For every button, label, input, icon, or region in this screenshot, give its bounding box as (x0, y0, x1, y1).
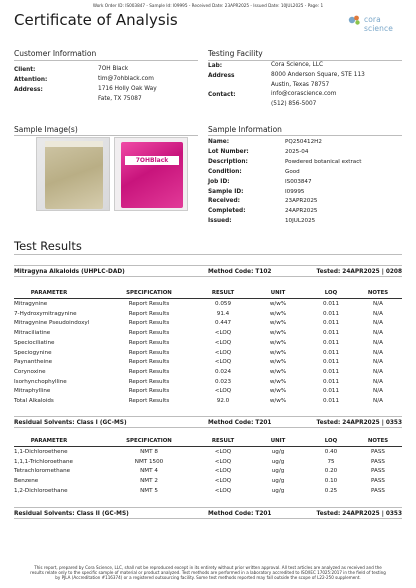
table-cell: 0.40 (324, 449, 338, 455)
table-cell: 92.0 (216, 398, 230, 404)
table-cell: <LOQ (214, 388, 232, 395)
bag-back-image (121, 142, 183, 208)
table-cell: 0.011 (322, 310, 339, 317)
table-cell: 0.011 (322, 301, 339, 307)
table-cell: Speciogynine (14, 349, 52, 356)
table-cell: Report Results (128, 301, 170, 307)
images-divider (14, 135, 198, 136)
table-cell: <LOQ (214, 487, 232, 494)
footer-line-2: results relate only to the specific sample of material or product analyzed. Test methods are performed in a laboratory accredited to ISO/IEC 17025:2017 in the field of testing (30, 570, 386, 576)
sample-field-value: IS003847 (285, 178, 312, 185)
table-cell: N/A (373, 310, 383, 317)
bag-seal (45, 141, 103, 147)
alkaloids-tested: Tested: 24APR2025 | 0208 (316, 268, 402, 275)
table-cell: w/w% (269, 330, 287, 337)
alkaloids-method: Method Code: T102 (208, 268, 272, 275)
column-header: RESULT (211, 290, 235, 296)
table-cell: 0.023 (214, 378, 231, 385)
alkaloids-table (14, 290, 402, 410)
address-label: Address: (14, 87, 43, 93)
attention-value: tim@7ohblack.com (98, 76, 154, 82)
table-cell: Report Results (128, 330, 170, 337)
table-cell: Mitraciliatine (14, 330, 51, 337)
table-cell: Mitraphylline (14, 388, 51, 395)
results-divider (14, 254, 402, 255)
table-cell: 0.011 (322, 320, 339, 327)
table-cell: 1,2-Dichloroethane (14, 487, 68, 494)
table-cell: 0.20 (324, 468, 338, 475)
solvents2-band (14, 507, 402, 519)
sample-field-value: Good (285, 168, 300, 175)
table-cell: 0.25 (324, 487, 338, 494)
table-cell: 0.011 (322, 359, 339, 366)
table-cell: N/A (373, 368, 383, 375)
sample-fields (208, 139, 402, 229)
column-header: UNIT (270, 438, 286, 444)
table-cell: Isorhynchophylline (14, 378, 67, 385)
table-row (14, 340, 402, 350)
logo-text: cora science (364, 15, 393, 33)
customer-divider (14, 60, 198, 61)
facility-address-line1: 8000 Anderson Square, STE 113 (271, 72, 365, 78)
table-cell: Benzene (14, 478, 39, 485)
solvents2-title: Residual Solvents: Class II (GC-MS) (14, 510, 129, 517)
footer-line-3: by PJLA (Accreditation #116374) or a registered outsourcing facility. Some test methods reported may fall outside the scope of L22-250 supplement. (55, 575, 361, 581)
table-cell: 0.059 (214, 301, 231, 307)
bag-front-image (45, 141, 103, 209)
table-row (14, 488, 402, 498)
table-cell: 7-Hydroxymitragynine (14, 310, 77, 317)
table-cell: 0.10 (324, 478, 338, 485)
table-cell: w/w% (269, 339, 287, 346)
table-cell: 75 (327, 458, 335, 465)
table-cell: Report Results (128, 339, 170, 346)
sample-field-label: Condition: (208, 168, 242, 175)
table-row (14, 468, 402, 478)
table-cell: 0.011 (322, 398, 339, 404)
table-cell: PASS (371, 468, 385, 475)
solvents1-band (14, 416, 402, 428)
sample-field-label: Description: (208, 158, 248, 165)
table-cell: 0.011 (322, 349, 339, 356)
solvents2-method: Method Code: T201 (208, 510, 272, 517)
table-cell: N/A (373, 349, 383, 356)
table-cell: Speciociliatine (14, 339, 55, 346)
logo-mark-icon (348, 14, 362, 26)
table-row (14, 350, 402, 360)
table-row (14, 398, 402, 408)
table-cell: ug/g (271, 449, 285, 455)
company-logo (348, 14, 402, 33)
column-header: RESULT (211, 438, 235, 444)
sample-photo-back (114, 137, 188, 211)
table-row (14, 359, 402, 369)
contact-phone: (512) 856-5007 (271, 101, 317, 107)
sample-field-value: 24APR2025 (285, 208, 318, 215)
address-line1: 1716 Holly Oak Way (98, 86, 157, 92)
table-row (14, 320, 402, 330)
table-cell: PASS (371, 449, 385, 455)
facility-heading: Testing Facility (208, 49, 263, 58)
table-cell: N/A (373, 330, 383, 337)
solvents2-tested: Tested: 24APR2025 | 0353 (316, 510, 402, 517)
header-underline (14, 446, 402, 447)
table-cell: <LOQ (214, 468, 232, 475)
table-cell: Total Alkaloids (14, 398, 54, 404)
table-cell: N/A (373, 388, 383, 395)
bag-label: 7OHBlack (125, 156, 179, 165)
sample-field-label: Sample ID: (208, 188, 244, 195)
sample-info-divider (208, 135, 402, 136)
table-cell: Mitragynine (14, 301, 48, 307)
table-cell: 0.011 (322, 330, 339, 337)
table-cell: Report Results (128, 388, 170, 395)
client-value: 7OH Black (98, 66, 129, 72)
table-cell: Report Results (128, 320, 170, 327)
lab-label: Lab: (208, 63, 223, 69)
client-label: Client: (14, 67, 36, 73)
table-row (14, 301, 402, 311)
table-cell: w/w% (269, 349, 287, 356)
table-cell: w/w% (269, 359, 287, 366)
table-cell: N/A (373, 339, 383, 346)
table-cell: NMT 4 (140, 468, 158, 475)
table-row (14, 330, 402, 340)
column-header: SPECIFICATION (126, 290, 172, 296)
sample-field-label: Received: (208, 198, 240, 205)
page-title: Certificate of Analysis (14, 11, 178, 29)
column-header: PARAMETER (30, 438, 68, 444)
address-line2: Fate, TX 75087 (98, 96, 142, 102)
column-header: NOTES (367, 290, 389, 296)
table-row (14, 311, 402, 321)
facility-address-line2: Austin, Texas 78757 (271, 82, 330, 88)
contact-label: Contact: (208, 92, 236, 98)
table-cell: w/w% (269, 368, 287, 375)
table-cell: Report Results (128, 310, 170, 317)
table-cell: ug/g (271, 468, 285, 475)
table-cell: <LOQ (214, 339, 232, 346)
sample-field-value: PQ250412H2 (285, 139, 322, 145)
lab-value: Cora Science, LLC (271, 62, 324, 68)
table-cell: PASS (371, 458, 385, 465)
solvents1-method: Method Code: T201 (208, 419, 272, 426)
contact-email[interactable]: info@corascience.com (271, 91, 337, 97)
solvents1-tested: Tested: 24APR2025 | 0353 (316, 419, 402, 426)
table-cell: N/A (373, 398, 383, 404)
sample-field-label: Name: (208, 139, 230, 145)
table-cell: N/A (373, 359, 383, 366)
alkaloids-band (14, 265, 402, 277)
header-underline (14, 298, 402, 299)
column-header: LOQ (324, 438, 338, 444)
solvents1-title: Residual Solvents: Class I (GC-MS) (14, 419, 127, 426)
sample-field-value: I09995 (285, 188, 305, 195)
table-cell: 1,1-Dichloroethene (14, 449, 68, 455)
table-cell: <LOQ (214, 330, 232, 337)
sample-photo-front (36, 137, 110, 211)
table-cell: NMT 1500 (134, 458, 164, 465)
table-cell: 0.447 (214, 320, 231, 327)
table-cell: <LOQ (214, 458, 232, 465)
table-cell: PASS (371, 487, 385, 494)
table-cell: w/w% (269, 301, 287, 307)
sample-images-heading: Sample Image(s) (14, 125, 78, 134)
table-cell: ug/g (271, 487, 285, 494)
table-cell: 0.011 (322, 388, 339, 395)
table-cell: N/A (373, 301, 383, 307)
sample-field-value: 10JUL2025 (285, 218, 316, 225)
table-cell: PASS (371, 478, 385, 485)
table-cell: Report Results (128, 398, 170, 404)
column-header: SPECIFICATION (126, 438, 172, 444)
test-results-heading: Test Results (14, 239, 82, 253)
table-cell: 0.011 (322, 368, 339, 375)
table-cell: 1,1,1-Trichloroethane (14, 458, 73, 465)
table-cell: NMT 8 (140, 449, 158, 455)
table-cell: Corynoxine (14, 368, 46, 375)
table-cell: Report Results (128, 378, 170, 385)
table-cell: ug/g (271, 458, 285, 465)
table-cell: <LOQ (214, 478, 232, 485)
customer-heading: Customer Information (14, 49, 97, 58)
table-cell: N/A (373, 320, 383, 327)
table-cell: Paynantheine (14, 359, 53, 366)
sample-field-value: 23APR2025 (285, 198, 318, 205)
footer-disclaimer (20, 565, 396, 581)
sample-field-label: Job ID: (208, 178, 230, 185)
sample-field-value: 2025-04 (285, 148, 309, 155)
table-cell: 0.011 (322, 339, 339, 346)
header-topline: Work Order ID: IS003847 - Sample Id: I09995 - Received Date: 23APR2025 - Issued Date: 10JUL2025 - Page: 1 (92, 3, 324, 8)
table-cell: Report Results (128, 349, 170, 356)
table-row (14, 388, 402, 398)
table-cell: ug/g (271, 478, 285, 485)
table-row (14, 379, 402, 389)
footer-line-1: This report, prepared by Cora Science, LLC, shall not be reproduced except in its entirety without prior written approval. All test articles are analyzed as received and the (34, 565, 382, 570)
table-cell: w/w% (269, 310, 287, 317)
attention-label: Attention: (14, 77, 48, 83)
column-header: UNIT (270, 290, 286, 296)
table-cell: Tetrachloromethane (14, 468, 71, 475)
table-cell: Mitragynine Pseudoindoxyl (14, 320, 90, 327)
facility-address-label: Address (208, 73, 235, 79)
table-cell: Report Results (128, 368, 170, 375)
solvents1-table (14, 438, 402, 498)
table-row (14, 369, 402, 379)
sample-field-label: Issued: (208, 218, 232, 225)
table-cell: <LOQ (214, 359, 232, 366)
table-cell: NMT 2 (140, 478, 158, 485)
table-cell: <LOQ (214, 449, 232, 455)
alkaloids-title: Mitragyna Alkaloids (UHPLC-DAD) (14, 268, 125, 275)
table-cell: w/w% (269, 320, 287, 327)
table-cell: w/w% (269, 388, 287, 395)
table-cell: w/w% (269, 398, 287, 404)
column-header: PARAMETER (30, 290, 68, 296)
table-row (14, 449, 402, 459)
table-cell: w/w% (269, 378, 287, 385)
sample-field-label: Completed: (208, 208, 246, 215)
table-cell: <LOQ (214, 349, 232, 356)
table-cell: 0.024 (214, 368, 231, 375)
table-cell: Report Results (128, 359, 170, 366)
table-cell: N/A (373, 378, 383, 385)
column-header: LOQ (324, 290, 338, 296)
sample-field-label: Lot Number: (208, 148, 249, 155)
table-cell: NMT 5 (140, 487, 158, 494)
table-row (14, 459, 402, 469)
table-cell: 91.4 (216, 310, 230, 317)
sample-field-value: Powdered botanical extract (285, 158, 362, 165)
table-cell: 0.011 (322, 378, 339, 385)
sample-info-heading: Sample Information (208, 125, 282, 134)
table-row (14, 478, 402, 488)
column-header: NOTES (367, 438, 389, 444)
